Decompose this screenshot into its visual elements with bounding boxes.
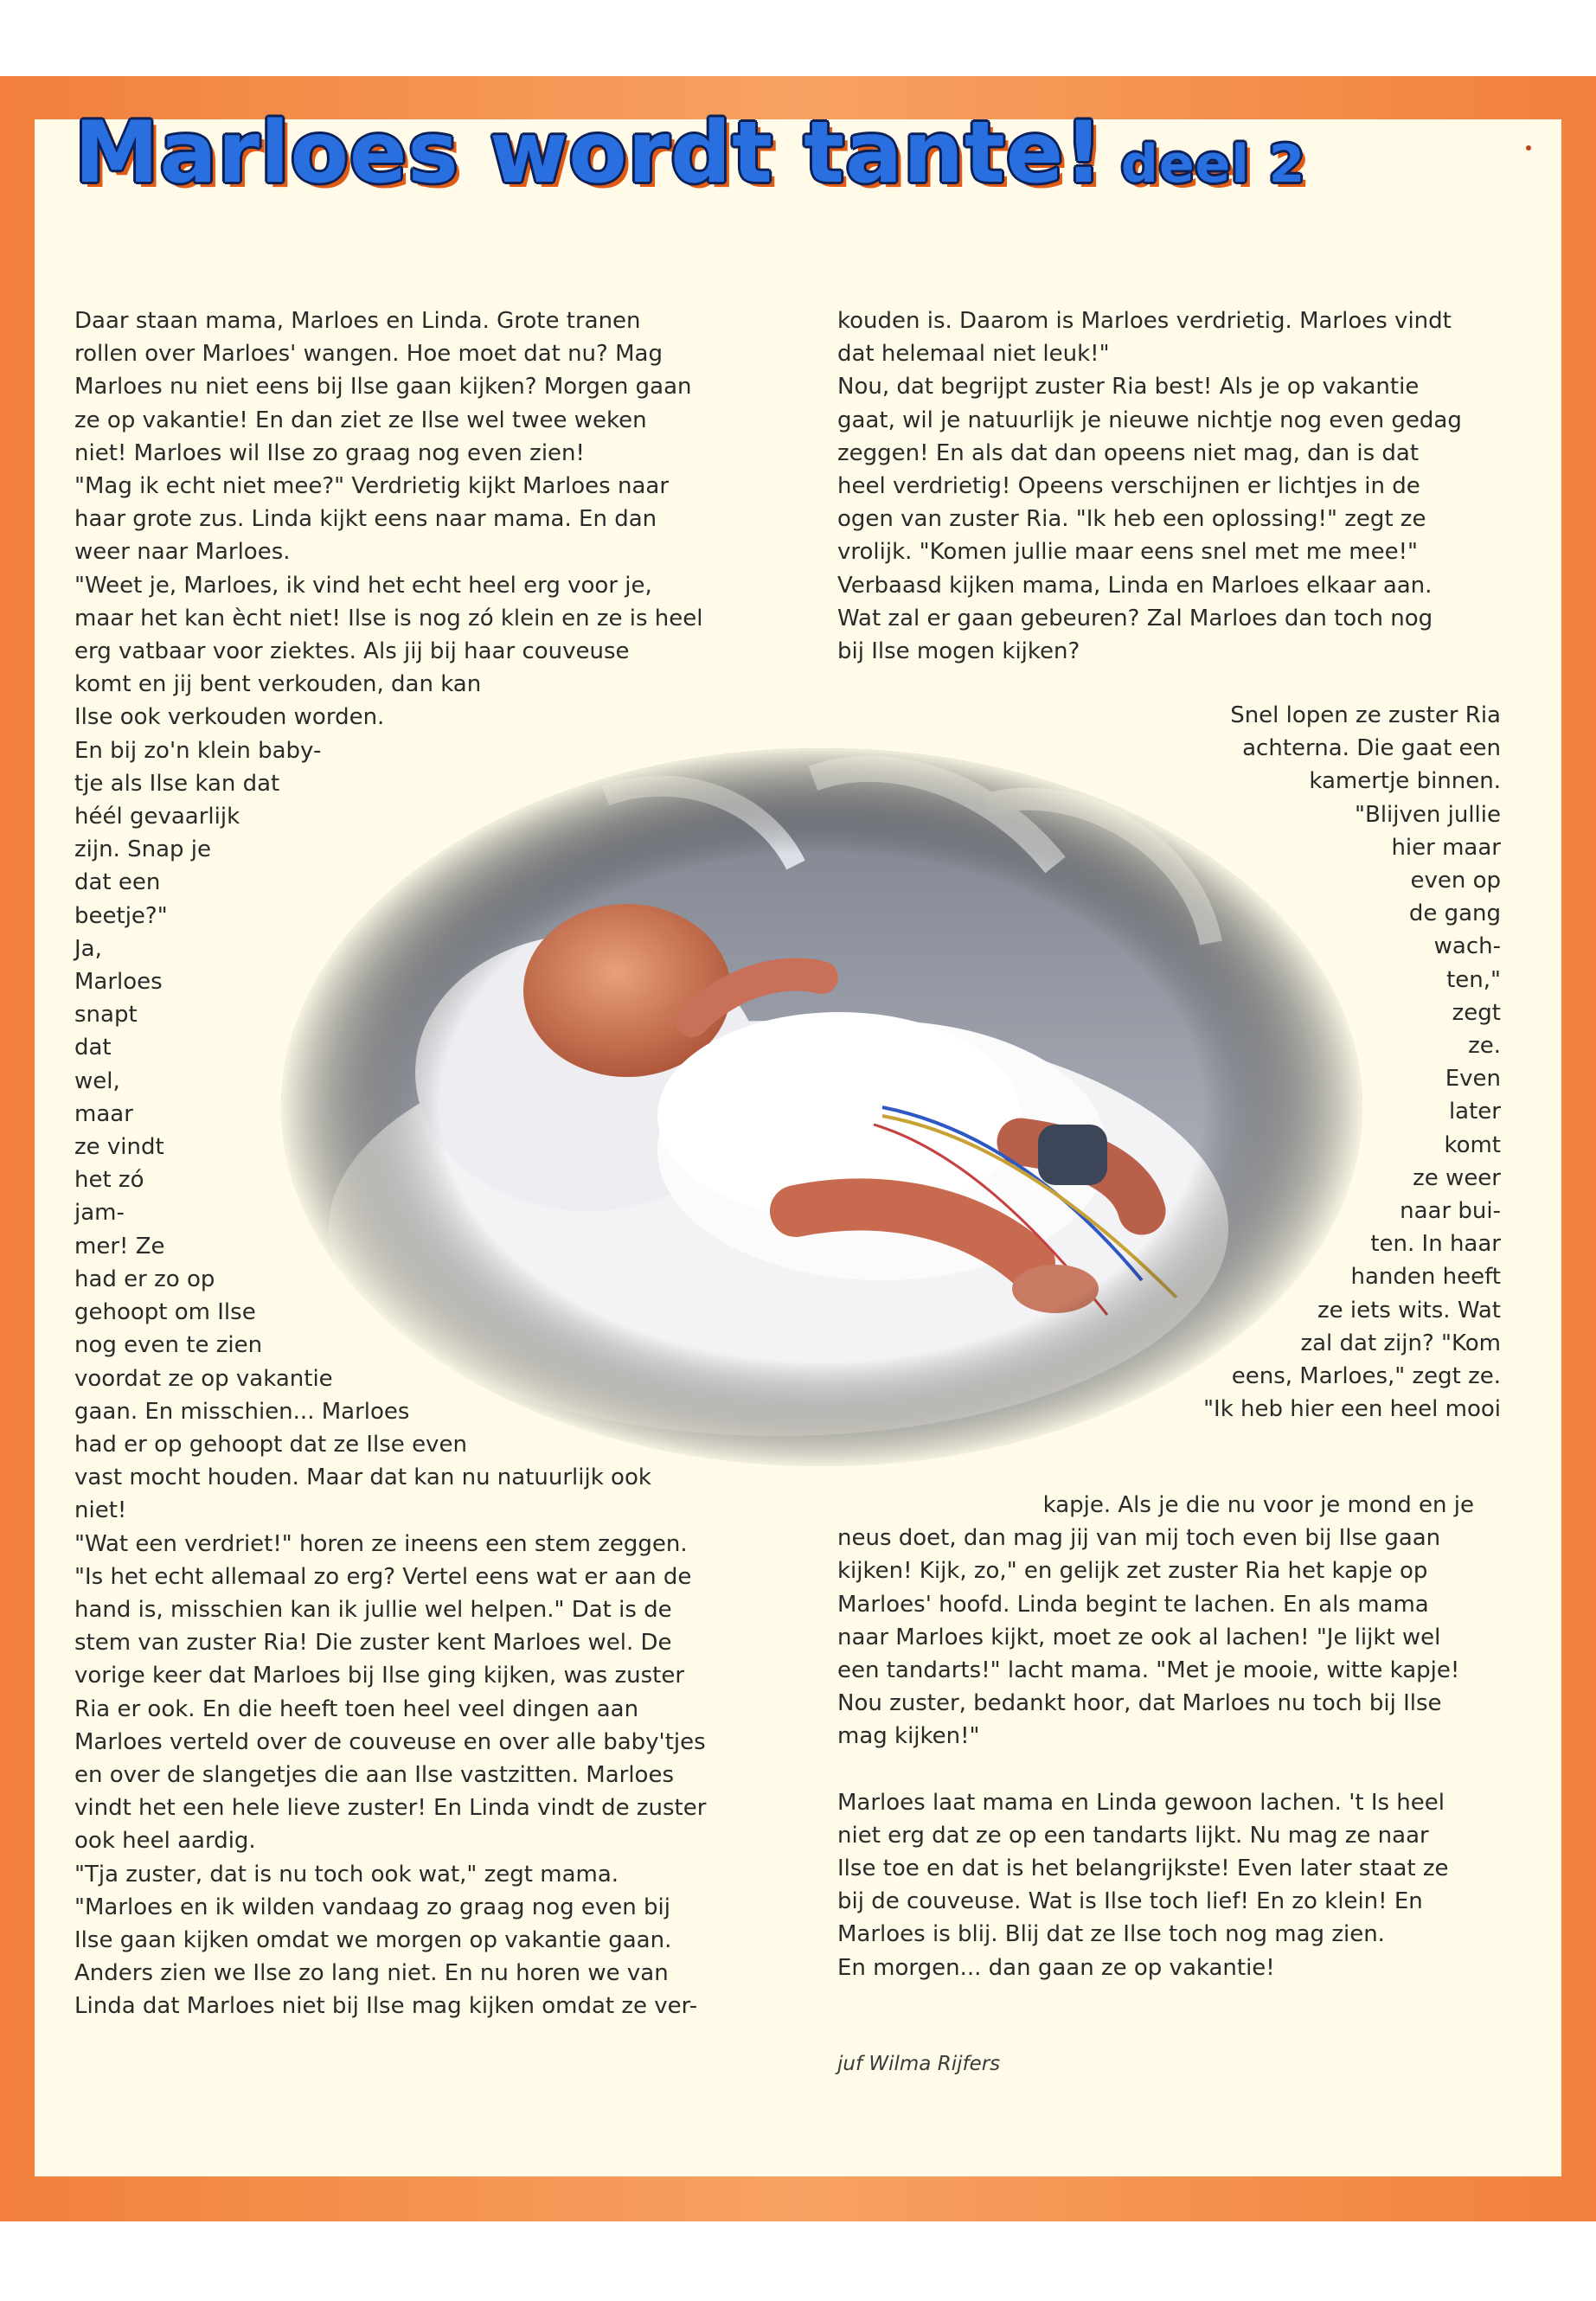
text-line: zegt [1452, 999, 1501, 1026]
author-signature: juf Wilma Rijfers [837, 2053, 1001, 2075]
text-line: Marloes laat mama en Linda gewoon lachen. 't Is heel [837, 1789, 1445, 1816]
text-line: haar grote zus. Linda kijkt eens naar mama. En dan [74, 506, 657, 533]
text-line: héél gevaarlijk [74, 804, 240, 830]
text-line: tje als Ilse kan dat [74, 770, 280, 797]
text-line: kamertje binnen. [1309, 768, 1501, 795]
text-line: wach- [1433, 933, 1501, 960]
text-line: Nou, dat begrijpt zuster Ria best! Als je op vakantie [837, 374, 1420, 401]
text-line: Ria er ook. En die heeft toen heel veel dingen aan [74, 1695, 639, 1722]
text-line: Linda dat Marloes niet bij Ilse mag kijken omdat ze ver- [74, 1993, 698, 2020]
text-line: "Marloes en ik wilden vandaag zo graag nog even bij [74, 1894, 670, 1920]
text-line: neus doet, dan mag jij van mij toch even bij Ilse gaan [837, 1525, 1441, 1552]
text-line: ze op vakantie! En dan ziet ze Ilse wel twee weken [74, 407, 647, 433]
text-line: bij de couveuse. Wat is Ilse toch lief! En zo klein! En [837, 1888, 1423, 1915]
text-line: ze vindt [74, 1134, 164, 1161]
text-line: niet! [74, 1497, 127, 1524]
text-line: Snel lopen ze zuster Ria [1230, 702, 1501, 728]
text-line: het zó [74, 1167, 144, 1194]
text-line: dat een [74, 869, 161, 896]
text-line: mer! Ze [74, 1233, 165, 1259]
text-line: achterna. Die gaat een [1242, 735, 1501, 762]
text-line: ten. In haar [1370, 1231, 1501, 1258]
text-line: heel verdrietig! Opeens verschijnen er lichtjes in de [837, 473, 1420, 500]
text-line: En morgen... dan gaan ze op vakantie! [837, 1954, 1275, 1981]
text-line: zeggen! En als dat dan opeens niet mag, dan is dat [837, 439, 1420, 466]
text-line: later [1448, 1099, 1501, 1125]
text-line: En bij zo'n klein baby- [74, 737, 322, 764]
text-line: Marloes verteld over de couveuse en over alle baby'tjes [74, 1728, 706, 1755]
text-line: Ilse ook verkouden worden. [74, 704, 385, 731]
text-line: vast mocht houden. Maar dat kan nu natuurlijk ook [74, 1465, 651, 1491]
text-line: kijken! Kijk, zo," en gelijk zet zuster Ria het kapje op [837, 1558, 1428, 1585]
text-line: "Wat een verdriet!" horen ze ineens een stem zeggen. [74, 1530, 688, 1557]
text-line: rollen over Marloes' wangen. Hoe moet dat nu? Mag [74, 341, 663, 368]
text-line: en over de slangetjes die aan Ilse vastzitten. Marloes [74, 1761, 674, 1788]
text-line: Marloes' hoofd. Linda begint te lachen. En als mama [837, 1591, 1429, 1618]
left-column [74, 304, 706, 2023]
right-column-top [837, 304, 1462, 668]
text-line: dat helemaal niet leuk!" [837, 341, 1110, 368]
text-line: kouden is. Daarom is Marloes verdrietig. Marloes vindt [837, 308, 1452, 334]
text-line: hand is, misschien kan ik jullie wel helpen." Dat is de [74, 1596, 672, 1623]
text-line: "Mag ik echt niet mee?" Verdrietig kijkt Marloes naar [74, 473, 670, 500]
text-line: Marloes nu niet eens bij Ilse gaan kijken? Morgen gaan [74, 374, 692, 401]
text-line: bij Ilse mogen kijken? [837, 638, 1080, 665]
text-line: eens, Marloes," zegt ze. [1231, 1363, 1501, 1390]
text-line: Anders zien we Ilse zo lang niet. En nu horen we van [74, 1960, 669, 1987]
text-line: Ilse gaan kijken omdat we morgen op vakantie gaan. [74, 1926, 672, 1953]
text-line: komt en jij bent verkouden, dan kan [74, 671, 482, 698]
text-line: naar Marloes kijkt, moet ze ook al lachen! "Je lijkt wel [837, 1624, 1441, 1650]
text-line: Even [1445, 1066, 1501, 1093]
text-line: ook heel aardig. [74, 1828, 256, 1855]
text-line: maar het kan ècht niet! Ilse is nog zó klein en ze is heel [74, 605, 703, 631]
corner-dot [1526, 145, 1531, 151]
text-line: niet erg dat ze op een tandarts lijkt. Nu mag ze naar [837, 1822, 1429, 1849]
right-column-wrap [1203, 699, 1501, 1426]
text-line: mag kijken!" [837, 1723, 980, 1750]
text-line: gehoopt om Ilse [74, 1299, 256, 1326]
text-line: beetje?" [74, 902, 168, 929]
text-line: snapt [74, 1002, 138, 1029]
text-line: zijn. Snap je [74, 836, 212, 863]
text-line: Ilse toe en dat is het belangrijkste! Even later staat ze [837, 1856, 1449, 1882]
text-line: ten," [1446, 966, 1501, 993]
text-line: stem van zuster Ria! Die zuster kent Marloes wel. De [74, 1630, 672, 1657]
text-line: ogen van zuster Ria. "Ik heb een oplossing!" zegt ze [837, 506, 1426, 533]
text-line: zal dat zijn? "Kom [1300, 1330, 1501, 1356]
text-line: Verbaasd kijken mama, Linda en Marloes elkaar aan. [837, 572, 1433, 599]
text-line: "Tja zuster, dat is nu toch ook wat," zegt mama. [74, 1861, 619, 1888]
text-line: erg vatbaar voor ziektes. Als jij bij haar couveuse [74, 638, 630, 665]
text-line: Ja, [74, 935, 102, 962]
text-line: Wat zal er gaan gebeuren? Zal Marloes dan toch nog [837, 605, 1433, 631]
text-line: maar [74, 1100, 133, 1127]
text-line: Marloes is blij. Blij dat ze Ilse toch nog mag zien. [837, 1921, 1385, 1948]
text-line: "Weet je, Marloes, ik vind het echt heel erg voor je, [74, 572, 652, 599]
text-line: vindt het een hele lieve zuster! En Linda vindt de zuster [74, 1795, 707, 1822]
text-line: jam- [74, 1200, 125, 1227]
text-line: weer naar Marloes. [74, 539, 291, 566]
text-line: ze weer [1413, 1164, 1501, 1191]
text-line: "Ik heb hier een heel mooi [1203, 1396, 1501, 1423]
text-line: vrolijk. "Komen jullie maar eens snel met me mee!" [837, 539, 1418, 566]
text-line: hier maar [1391, 834, 1501, 861]
text-line: voordat ze op vakantie [74, 1365, 333, 1392]
text-line: nog even te zien [74, 1332, 263, 1359]
text-line: ze iets wits. Wat [1317, 1297, 1501, 1324]
title-suffix: deel 2 [1120, 134, 1306, 195]
text-line: vorige keer dat Marloes bij Ilse ging kijken, was zuster [74, 1663, 685, 1689]
text-line: naar bui- [1400, 1198, 1501, 1225]
text-line: niet! Marloes wil Ilse zo graag nog even zien! [74, 439, 585, 466]
text-line: Daar staan mama, Marloes en Linda. Grote tranen [74, 308, 641, 334]
paragraph-gap [837, 1753, 1474, 1786]
right-column-bottom [837, 1489, 1474, 1984]
text-line: even op [1410, 868, 1501, 894]
text-line: de gang [1408, 901, 1501, 927]
text-line: gaan. En misschien... Marloes [74, 1398, 410, 1425]
text-line: "Blijven jullie [1355, 801, 1501, 828]
text-line: had er zo op [74, 1266, 215, 1292]
title-main: Marloes wordt tante! [74, 104, 1104, 202]
text-line: dat [74, 1035, 112, 1061]
text-line: Nou zuster, bedankt hoor, dat Marloes nu toch bij Ilse [837, 1690, 1442, 1717]
text-line: een tandarts!" lacht mama. "Met je mooie, witte kapje! [837, 1657, 1460, 1684]
text-line: "Is het echt allemaal zo erg? Vertel eens wat er aan de [74, 1563, 692, 1590]
text-line: had er op gehoopt dat ze Ilse even [74, 1431, 467, 1458]
text-line: komt [1444, 1131, 1501, 1158]
text-line: gaat, wil je natuurlijk je nieuwe nichtje nog even gedag [837, 407, 1462, 433]
text-line: wel, [74, 1067, 120, 1094]
article-title [74, 104, 1305, 202]
text-line: handen heeft [1350, 1264, 1501, 1291]
text-line: ze. [1468, 1033, 1501, 1060]
text-line: kapje. Als je die nu voor je mond en je [1042, 1492, 1474, 1518]
text-line: Marloes [74, 969, 163, 996]
